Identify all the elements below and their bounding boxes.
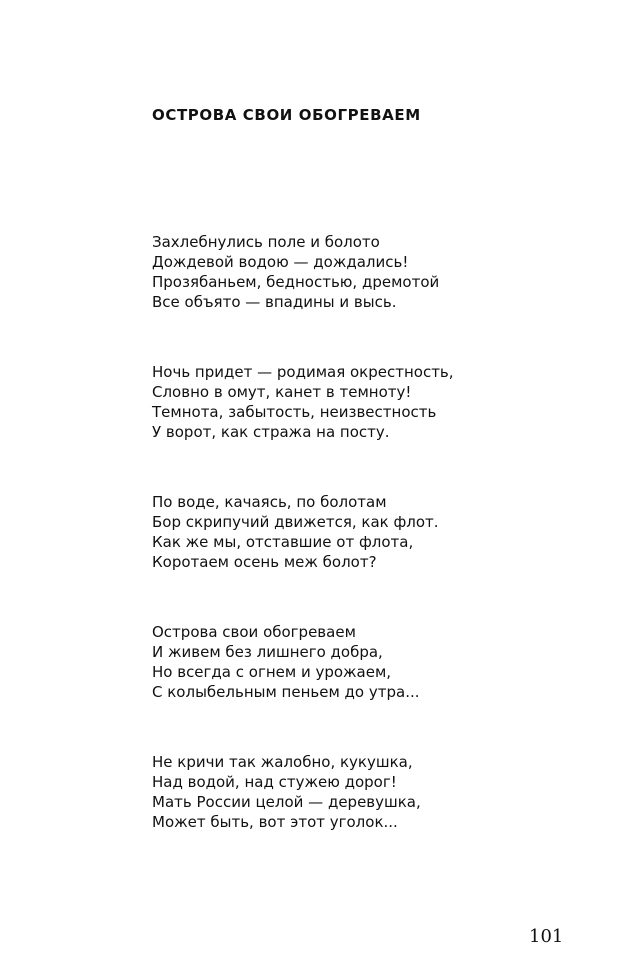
poem-line: Дождевой водою — дождались! [152,253,409,271]
stanza-2 [152,362,454,442]
poem-line: Острова свои обогреваем [152,623,356,641]
poem-line: И живем без лишнего добра, [152,643,383,661]
stanza-3 [152,492,454,572]
stanza-5 [152,752,454,832]
stanza-1 [152,232,454,312]
poem-line: Но всегда с огнем и урожаем, [152,663,392,681]
poem-line: По воде, качаясь, по болотам [152,493,387,511]
poem-line: Мать России целой — деревушка, [152,793,421,811]
poem-line: Может быть, вот этот уголок... [152,813,398,831]
poem-line: Все объято — впадины и высь. [152,293,397,311]
poem-line: Захлебнулись поле и болото [152,233,380,251]
poem-line: Прозябаньем, бедностью, дремотой [152,273,440,291]
poem-line: Темнота, забытость, неизвестность [152,403,437,421]
page-number: 101 [529,926,564,947]
poem-line: Не кричи так жалобно, кукушка, [152,753,413,771]
poem-line: Бор скрипучий движется, как флот. [152,513,439,531]
stanza-4 [152,622,454,702]
poem-line: У ворот, как стража на посту. [152,423,390,441]
poem-title: ОСТРОВА СВОИ ОБОГРЕВАЕМ [152,106,421,124]
poem-line: С колыбельным пеньем до утра... [152,683,420,701]
poem-body [152,232,454,882]
poem-line: Как же мы, отставшие от флота, [152,533,414,551]
poem-line: Ночь придет — родимая окрестность, [152,363,454,381]
poem-line: Словно в омут, канет в темноту! [152,383,412,401]
poem-line: Над водой, над стужею дорог! [152,773,397,791]
poem-line: Коротаем осень меж болот? [152,553,377,571]
